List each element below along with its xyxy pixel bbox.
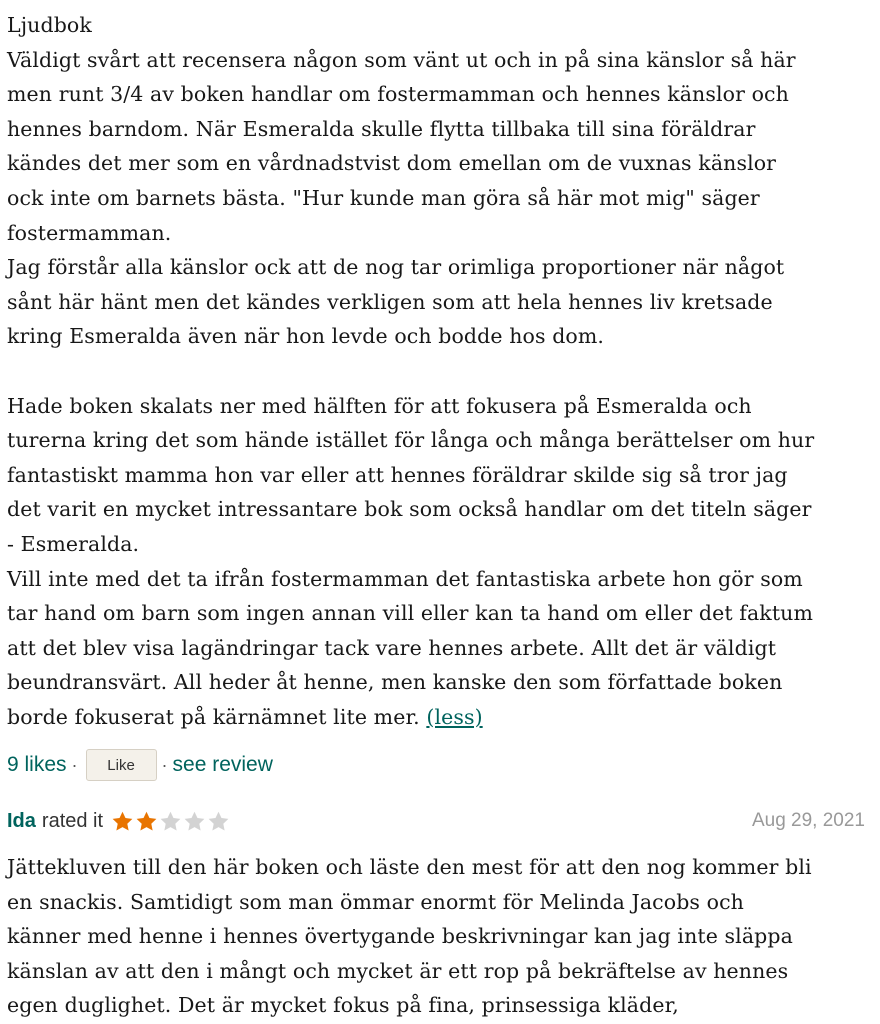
review-text-line: - Esmeralda. <box>7 531 140 556</box>
star-empty-icon <box>183 810 206 833</box>
rated-label: rated it <box>41 809 104 832</box>
review-text-line: Vill inte med det ta ifrån fostermamman det fantastiska arbete hon gör som <box>7 566 803 591</box>
review-actions <box>7 748 273 782</box>
review-text-line: Jag förstår alla känslor ock att de nog tar orimliga proportioner när något <box>7 255 785 280</box>
blank-line <box>7 354 873 389</box>
review-text-line: det varit en mycket intressantare bok som också handlar om det titeln säger <box>7 497 812 522</box>
review-text-line: beundransvärt. All heder åt henne, men kanske den som författade boken <box>7 670 783 695</box>
review-text-line: Väldigt svårt att recensera någon som vänt ut och in på sina känslor så här <box>7 47 796 72</box>
review-text-last: borde fokuserat på kärnämnet lite mer. <box>7 704 420 729</box>
like-button[interactable]: Like <box>86 749 157 781</box>
review-text-line: fostermamman. <box>7 220 172 245</box>
review-header <box>7 803 865 839</box>
review-text-line: kändes det mer som en vårdnadstvist dom emellan om de vuxnas känslor <box>7 151 777 176</box>
review-text-line: Ljudbok <box>7 13 92 37</box>
review-text-line: tar hand om barn som ingen annan vill eller kan ta hand om eller det faktum <box>7 601 813 626</box>
review-body <box>7 8 873 734</box>
review-text-line: fantastiskt mamma hon var eller att hennes föräldrar skilde sig så tror jag <box>7 462 788 487</box>
review-text-line <box>7 700 873 735</box>
review-body <box>7 850 873 1023</box>
show-less-link[interactable]: (less) <box>426 704 483 729</box>
review-text-line: känner med henne i hennes övertygande beskrivningar kan jag inte släppa <box>7 924 793 949</box>
reviewer-name-link[interactable]: Ida <box>7 809 36 832</box>
star-empty-icon <box>207 810 230 833</box>
review-text-line: ock inte om barnets bästa. "Hur kunde man göra så här mot mig" säger <box>7 185 760 210</box>
star-filled-icon <box>111 810 134 833</box>
star-rating <box>111 810 231 833</box>
see-review-link[interactable]: see review <box>172 753 273 776</box>
review-text-line: egen duglighet. Det är mycket fokus på fina, prinsessiga kläder, <box>7 993 679 1018</box>
separator: · <box>71 754 78 775</box>
review-text-line: att det blev visa lagändringar tack vare hennes arbete. Allt det är väldigt <box>7 635 777 660</box>
review-text-line: Hade boken skalats ner med hälften för att fokusera på Esmeralda och <box>7 393 752 418</box>
review-text-line: turerna kring det som hände istället för långa och många berättelser om hur <box>7 428 815 453</box>
review-date-link[interactable]: Aug 29, 2021 <box>751 810 865 831</box>
review-text-line: men runt 3/4 av boken handlar om fostermamman och hennes känslor och <box>7 82 789 107</box>
review-text-line: hennes barndom. När Esmeralda skulle flytta tillbaka till sina föräldrar <box>7 116 756 141</box>
review-text-line: Jättekluven till den här boken och läste den mest för att den nog kommer bli <box>7 855 812 879</box>
review-text-line: sånt här hänt men det kändes verkligen som att hela hennes liv kretsade <box>7 289 773 314</box>
review-text-line: en snackis. Samtidigt som man ömmar enormt för Melinda Jacobs och <box>7 889 744 914</box>
star-filled-icon <box>135 810 158 833</box>
likes-count-link[interactable]: 9 likes <box>7 753 67 776</box>
star-empty-icon <box>159 810 182 833</box>
review-text-line: kring Esmeralda även när hon levde och bodde hos dom. <box>7 324 605 349</box>
review-text-line: känslan av att den i mångt och mycket är ett rop på bekräftelse av hennes <box>7 958 789 983</box>
separator: · <box>161 754 168 775</box>
